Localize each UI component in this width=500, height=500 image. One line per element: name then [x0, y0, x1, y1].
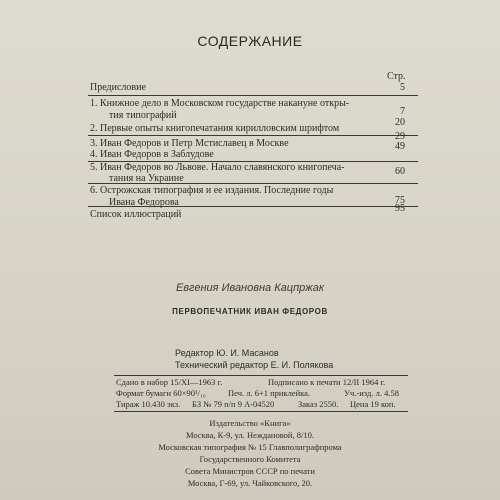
- imprint-field: Сдано в набор 15/XI—1963 г.: [116, 377, 223, 387]
- toc-divider: [88, 183, 418, 184]
- imprint-field: Формат бумаги 60×90¹/₁₆: [116, 388, 206, 398]
- toc-item-title-continuation: Ивана Федорова: [109, 197, 179, 208]
- imprint-field: БЗ № 79 п/п 9 А-04520: [192, 399, 275, 409]
- toc-item-page: 60: [395, 166, 405, 177]
- toc-item-title-continuation: тания на Украине: [109, 173, 184, 184]
- toc-item-page: 5: [400, 82, 405, 93]
- table-of-contents: [0, 0, 500, 240]
- imprint-field: Тираж 10.430 экз.: [116, 399, 181, 409]
- toc-item-title: 2. Первые опыты книгопечатания кирилловским шрифтом: [90, 123, 340, 134]
- publisher-line: Государственного Комитета: [199, 454, 301, 464]
- toc-divider: [88, 206, 418, 207]
- imprint-line: [116, 399, 406, 411]
- toc-item-title: 4. Иван Федоров в Заблудове: [90, 149, 214, 160]
- toc-title: СОДЕРЖАНИЕ: [197, 33, 303, 49]
- toc-item-page: 7: [400, 106, 405, 117]
- imprint-top-rule: [114, 375, 408, 376]
- toc-item-page: 75: [395, 195, 405, 206]
- toc-item-title-continuation: тия типографий: [109, 110, 177, 121]
- technical-editor-line: Технический редактор Е. И. Полякова: [175, 360, 334, 370]
- toc-item-title: 3. Иван Федоров и Петр Мстиславец в Москве: [90, 138, 289, 149]
- page-column-header: Стр.: [387, 71, 406, 82]
- publisher-line: Москва, Г-69, ул. Чайковского, 20.: [187, 478, 313, 488]
- toc-divider: [88, 135, 418, 136]
- toc-item-page: 29: [395, 131, 405, 142]
- toc-item-title: Предисловие: [90, 82, 146, 93]
- toc-item-title: 6. Острожская типография и ее издания. Последние годы: [90, 185, 334, 196]
- toc-item-page: 95: [395, 203, 405, 214]
- toc-divider: [88, 95, 418, 96]
- imprint-field: Печ. л. 6+1 приклейка.: [228, 388, 311, 398]
- publisher-line: Москва, К-9, ул. Неждановой, 8/10.: [186, 430, 314, 440]
- publisher-line: Совета Министров СССР по печати: [185, 466, 315, 476]
- imprint-field: Цена 19 коп.: [350, 399, 396, 409]
- imprint-bottom-rule: [114, 411, 408, 412]
- imprint-field: Уч.-изд. л. 4.58: [344, 388, 399, 398]
- toc-item-title: 5. Иван Федоров во Львове. Начало славянского книгопеча-: [90, 162, 345, 173]
- toc-item-page: 49: [395, 141, 405, 152]
- imprint-field: Подписано к печати 12/II 1964 г.: [268, 377, 386, 387]
- toc-item-page: 20: [395, 117, 405, 128]
- toc-item-title: Список иллюстраций: [90, 209, 182, 220]
- editor-line: Редактор Ю. И. Масанов: [175, 348, 279, 358]
- publisher-line: Издательство «Книга»: [209, 418, 291, 428]
- author-name: Евгения Ивановна Кацпржак: [175, 282, 325, 294]
- toc-item-title: 1. Книжное дело в Московском государстве накануне откры-: [90, 98, 350, 109]
- book-title: ПЕРВОПЕЧАТНИК ИВАН ФЕДОРОВ: [172, 307, 328, 316]
- publisher-line: Московская типография № 15 Главполиграфпрома: [158, 442, 342, 452]
- imprint-field: Заказ 2550.: [298, 399, 339, 409]
